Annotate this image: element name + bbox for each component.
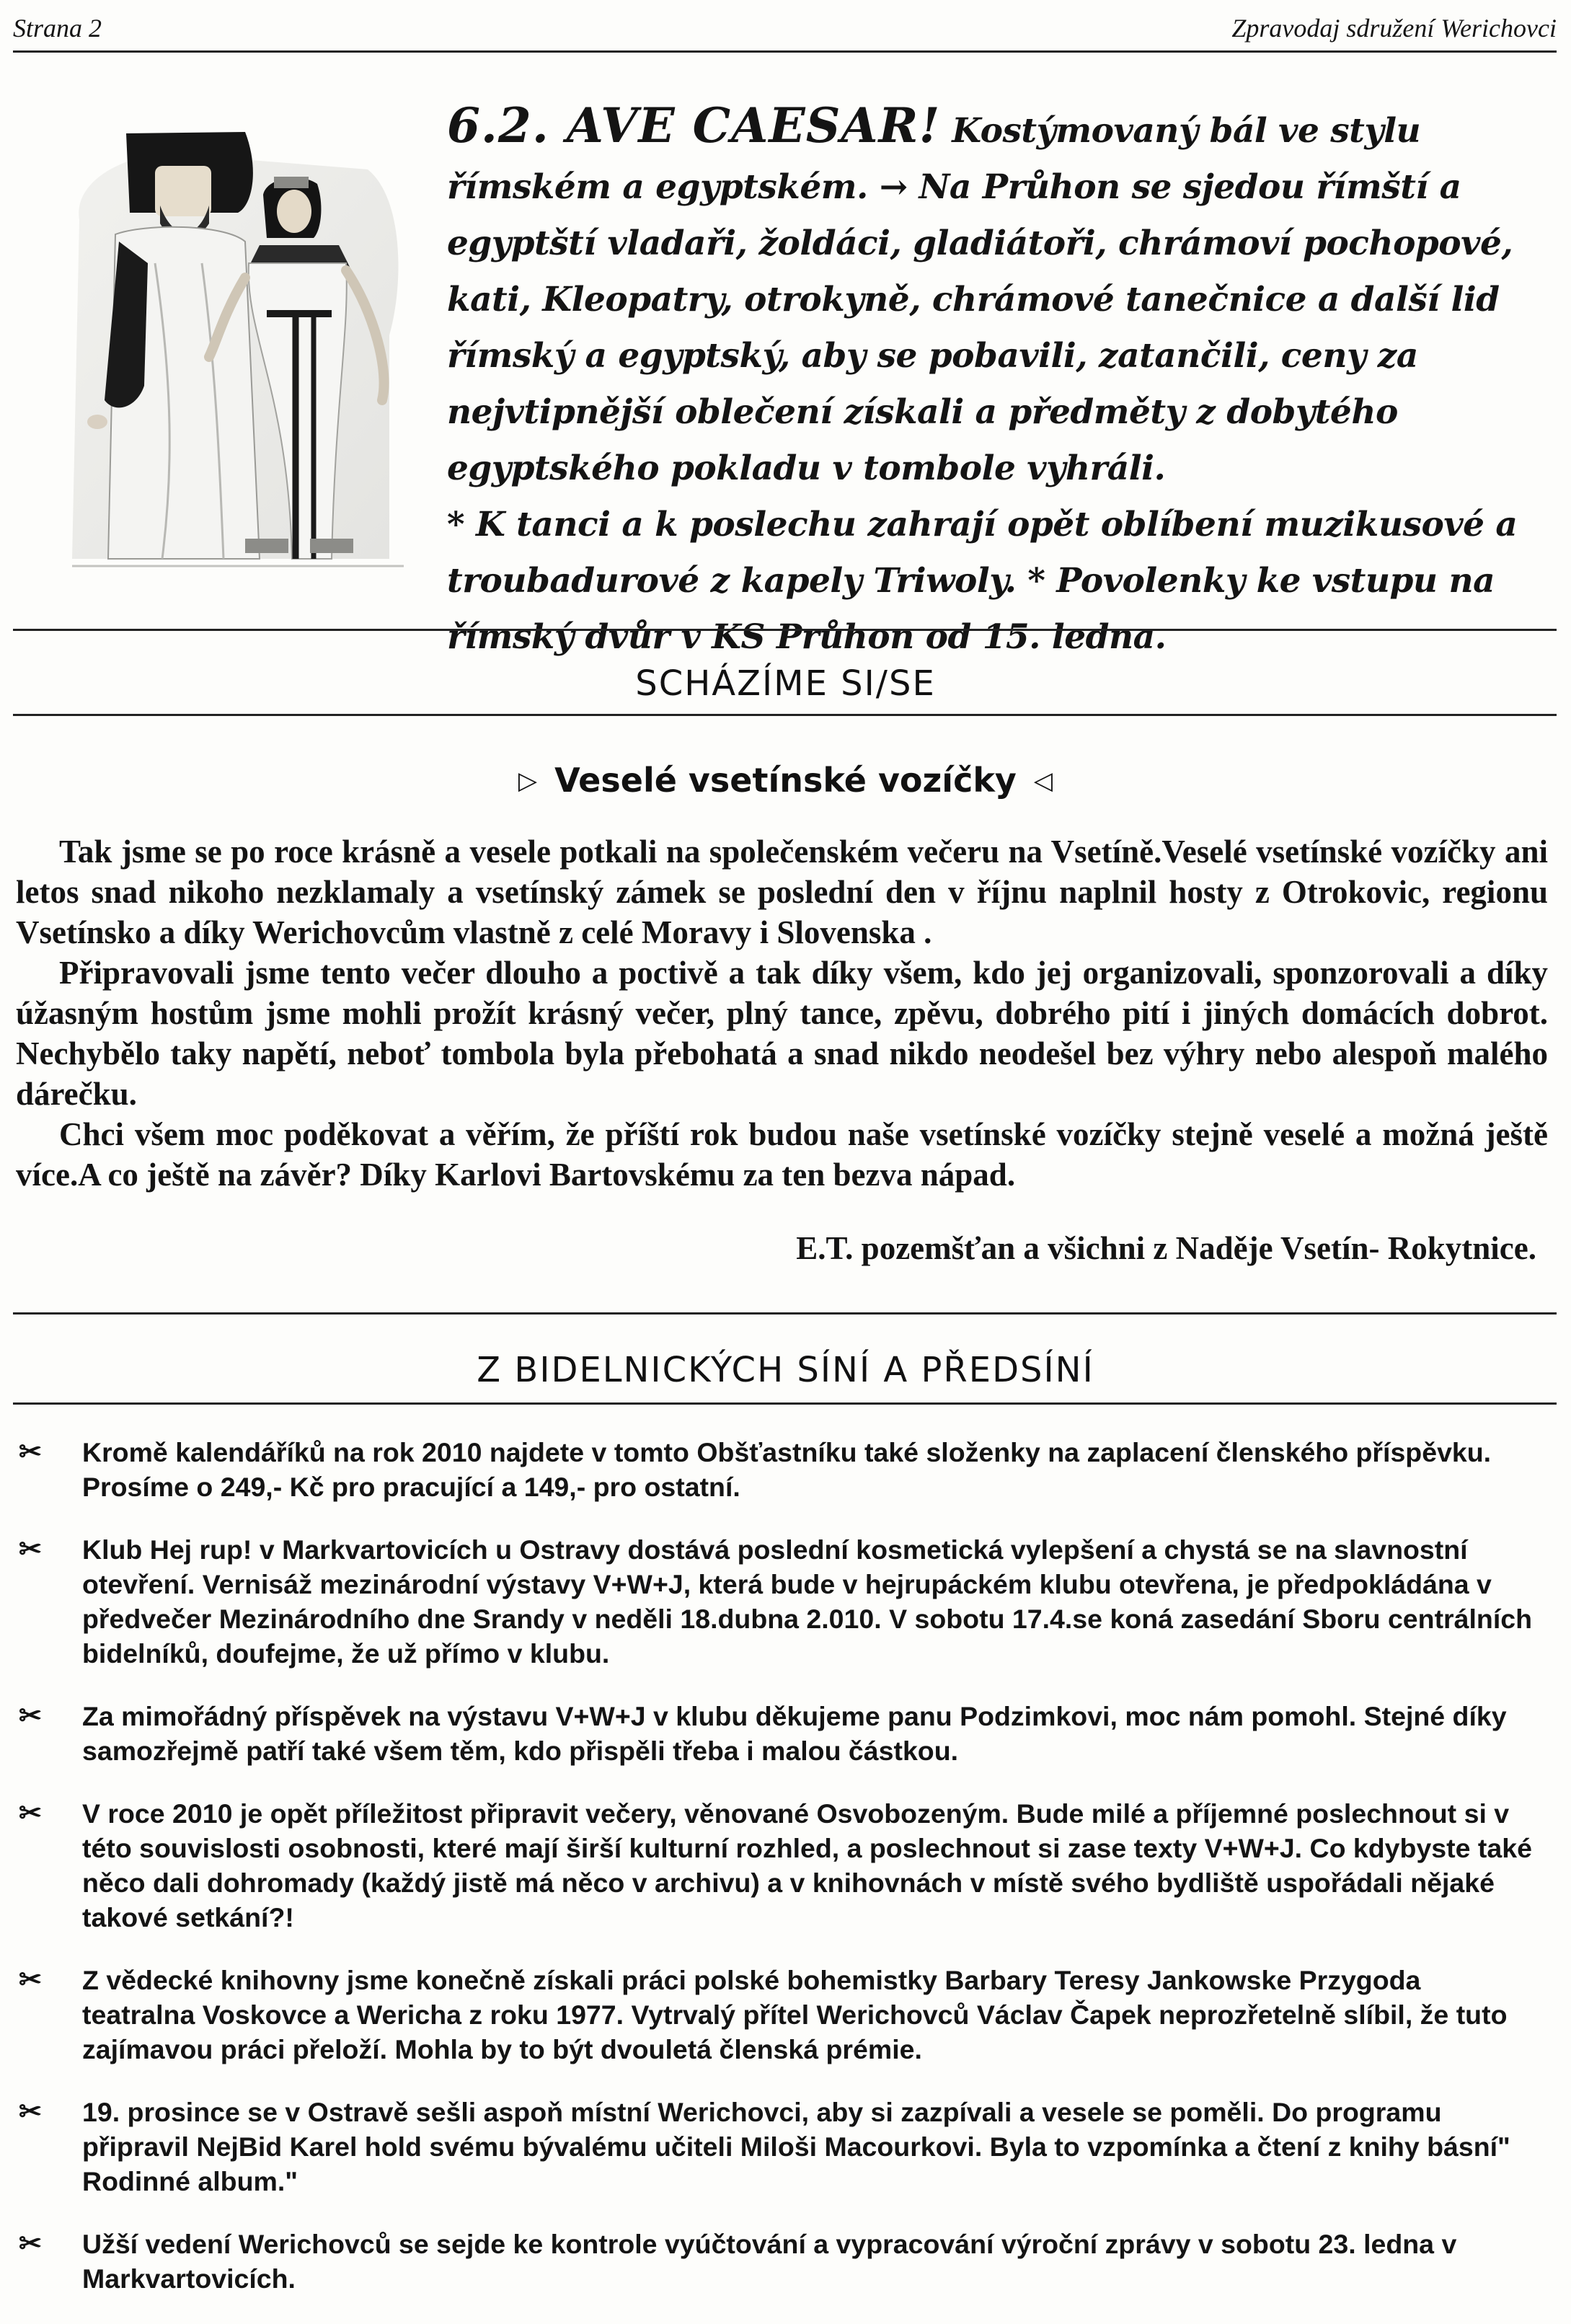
triangle-left-icon: ◁ xyxy=(1033,766,1053,795)
article-paragraph: Chci všem moc poděkovat a věřím, že příští rok budou naše vsetínské vozíčky stejně veselé a možná ještě více.A co ještě na závěr? Díky Karlovi Bartovskému za ten bezva nápad. xyxy=(16,1116,1548,1193)
news-text: Za mimořádný příspěvek na výstavu V+W+J v klubu děkujeme panu Podzimkovi, moc nám pomohl. Stejné díky samozřejmě patří také všem těm, kdo přispěli třeba i malou částkou. xyxy=(82,1701,1507,1766)
article-subtitle xyxy=(0,761,1571,800)
list-item xyxy=(16,1699,1541,1768)
article-signature: E.T. pozemšťan a všichni z Naděje Vsetín- Rokytnice. xyxy=(796,1230,1536,1266)
publication-title: Zpravodaj sdružení Werichovci xyxy=(1231,14,1557,43)
scissors-icon: ✂ xyxy=(19,1701,42,1731)
divider xyxy=(13,1312,1557,1315)
triangle-right-icon: ▷ xyxy=(518,766,538,795)
ave-caesar-text: Kostýmovaný bál ve stylu římském a egyptském. → Na Průhon se sjedou římští a egyptští vladaři, žoldáci, gladiátoři, chrámoví pochopové, kati, Kleopatry, otrokyně, chrámové tanečnice a další lid římský a egyptský, aby se pobavili, zatančili, ceny za nejvtipnější oblečení získali a předměty z dobytého egyptského pokladu v tombole vyhráli. xyxy=(447,111,1513,488)
news-text: 19. prosince se v Ostravě sešli aspoň místní Werichovci, aby si zazpívali a vesele se poměli. Do programu připravil NejBid Karel hold svému bývalému učiteli Miloši Macourkovi. Byla to vzpomínka a čtení z knihy básní" Rodinné album." xyxy=(82,2097,1510,2196)
news-text: Kromě kalendáříků na rok 2010 najdete v tomto Obšťastníku také složenky na zaplacení členského příspěvku. Prosíme o 249,- Kč pro pracující a 149,- pro ostatní. xyxy=(82,1437,1492,1502)
list-item xyxy=(16,1963,1541,2067)
list-item xyxy=(16,1532,1541,1671)
scissors-icon: ✂ xyxy=(19,1965,42,1995)
divider xyxy=(13,629,1557,631)
news-text: Klub Hej rup! v Markvartovicích u Ostravy dostává poslední kosmetická vylepšení a chystá se na slavnostní otevření. Vernisáž mezinárodní výstavy V+W+J, která bude v hejrupáckém klubu otevřena, je předpokládána v předvečer Mezinárodního dne Srandy v neděli 18.dubna 2.010. V sobotu 17.4.se koná zasedání Sboru centrálních bidelníků, doufejme, že už přímo v klubu. xyxy=(82,1534,1533,1669)
page-number: Strana 2 xyxy=(13,14,102,43)
scissors-icon: ✂ xyxy=(19,1534,42,1565)
article-subtitle-text: Veselé vsetínské vozíčky xyxy=(554,761,1017,800)
news-text: Užší vedení Werichovců se sejde ke kontrole vyúčtování a vypracování výroční zprávy v sobotu 23. ledna v Markvartovicích. xyxy=(82,2229,1457,2294)
list-item xyxy=(16,1796,1541,1935)
article-body xyxy=(16,831,1548,1195)
scissors-icon: ✂ xyxy=(19,1798,42,1829)
article-paragraph: Tak jsme se po roce krásně a vesele potkali na společenském večeru na Vsetíně.Veselé vsetínské vozíčky ani letos snad nikoho nezklamaly a vsetínský zámek se poslední den v říjnu naplnil hosty z Otrokovic, regionu Vsetínsko a díky Werichovcům vlastně z celé Moravy i Slovenska . xyxy=(16,834,1548,950)
list-item xyxy=(16,2227,1541,2296)
page-header xyxy=(13,10,1557,53)
news-text: V roce 2010 je opět příležitost připravit večery, věnované Osvobozeným. Bude milé a příjemné poslechnout si v této souvislosti osobnosti, které mají širší kulturní rozhled, a poslechnout si zase texty V+W+J. Co kdybyste také něco dali dohromady (každý jistě má něco v archivu) a v knihovnách v místě svého bydliště uspořádali nějaké takové setkání?! xyxy=(82,1798,1532,1932)
scissors-icon: ✂ xyxy=(19,1437,42,1467)
article-paragraph: Připravovali jsme tento večer dlouho a poctivě a tak díky všem, kdo jej organizovali, sponzorovali a díky úžasným hostům jsme mohli prožít krásný večer, plný tance, zpěvu, dobrého pití i jiných domácích dobrot. Nechybělo taky napětí, neboť tombola byla přebohatá a snad nikdo neodešel bez výhry nebo alespoň malého dárečku. xyxy=(16,955,1548,1112)
divider xyxy=(13,1402,1557,1405)
list-item xyxy=(16,2095,1541,2199)
ave-caesar-heading: 6.2. AVE CAESAR! xyxy=(447,97,941,154)
list-item xyxy=(16,1435,1541,1504)
egyptian-couple-illustration xyxy=(29,97,418,588)
section-title-schazime: SCHÁZÍME SI/SE xyxy=(635,663,936,704)
news-text: Z vědecké knihovny jsme konečně získali práci polské bohemistky Barbary Teresy Jankowske Przygoda teatralna Voskovce a Wericha z roku 1977. Vytrvalý přítel Werichovců Václav Čapek neprozřetelně slíbil, že tuto zajímavou práci přeloží. Mohla by to být dvouletá členská prémie. xyxy=(82,1965,1508,2064)
ave-caesar-extra: * K tanci a k poslechu zahrají opět oblíbení muzikusové a troubadurové z kapely Triwoly. * Povolenky ke vstupu na římský dvůr v KS Průhon od 15. ledna. xyxy=(447,505,1518,657)
divider xyxy=(13,714,1557,716)
ave-caesar-announcement xyxy=(447,97,1543,666)
news-list xyxy=(16,1435,1541,2324)
section-title-bidelnicke: Z BIDELNICKÝCH SÍNÍ A PŘEDSÍNÍ xyxy=(477,1350,1094,1390)
scissors-icon: ✂ xyxy=(19,2097,42,2127)
scissors-icon: ✂ xyxy=(19,2229,42,2259)
